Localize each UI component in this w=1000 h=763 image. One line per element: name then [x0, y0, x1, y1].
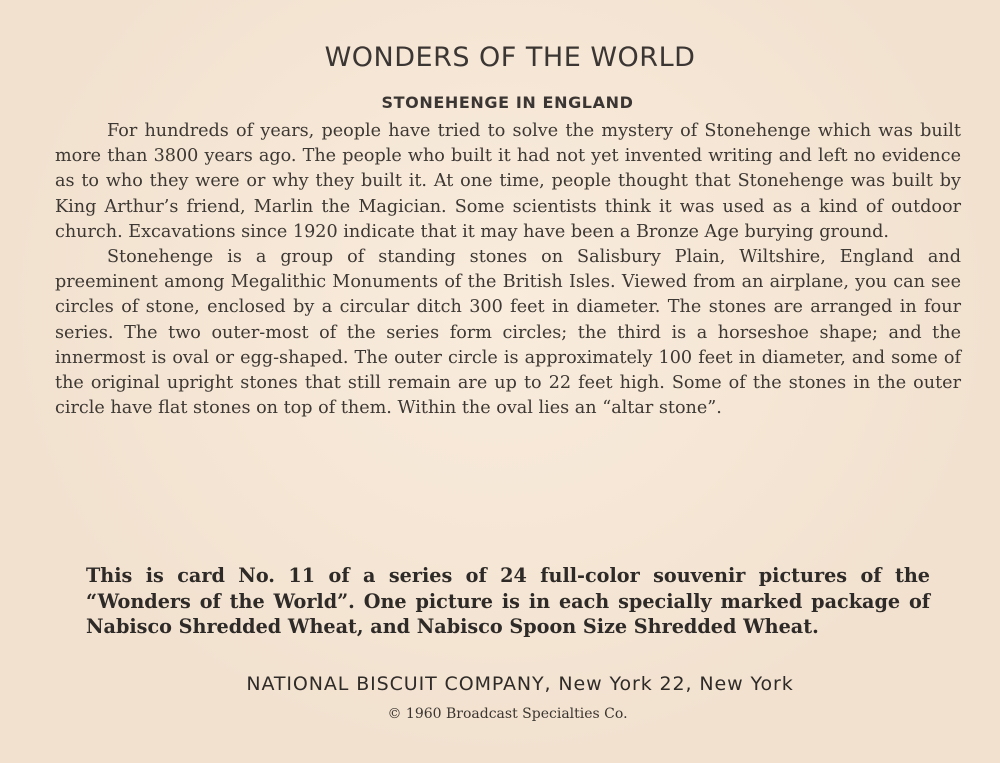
card-subheading: STONEHENGE IN ENGLAND	[381, 93, 634, 112]
company-line: NATIONAL BISCUIT COMPANY, New York 22, New York	[246, 673, 794, 695]
body-paragraph-2: Stonehenge is a group of standing stones on Salisbury Plain, Wiltshire, England and preeminent among Megalithic Monuments of the British Isles. Viewed from an airplane, you can see circles of stone, enclosed by a circular ditch 300 feet in diameter. The stones are arranged in four series. The two outer-most of the series form circles; the third is a horseshoe shape; and the innermost is oval or egg-shaped. The outer circle is approximately 100 feet in diameter, and some of the original upright stones that still remain are up to 22 feet high. Some of the stones in the outer circle have flat stones on top of them. Within the oval lies an “altar stone”.	[55, 247, 961, 419]
body-text	[55, 119, 961, 421]
series-heading: WONDERS OF THE WORLD	[324, 42, 696, 73]
copyright-line: © 1960 Broadcast Specialties Co.	[387, 706, 628, 722]
promo-text: This is card No. 11 of a series of 24 full-color souvenir pictures of the “Wonders of the World”. One picture is in each specially marked package of Nabisco Shredded Wheat, and Nabisco Spoon Size Shredded Wheat.	[86, 564, 930, 639]
body-paragraph-1: For hundreds of years, people have tried to solve the mystery of Stonehenge which was built more than 3800 years ago. The people who built it had not yet invented writing and left no evidence as to who they were or why they built it. At one time, people thought that Stonehenge was built by King Arthur’s friend, Marlin the Magician. Some scientists think it was used as a kind of outdoor church. Excavations since 1920 indicate that it may have been a Bronze Age burying ground.	[55, 121, 961, 242]
